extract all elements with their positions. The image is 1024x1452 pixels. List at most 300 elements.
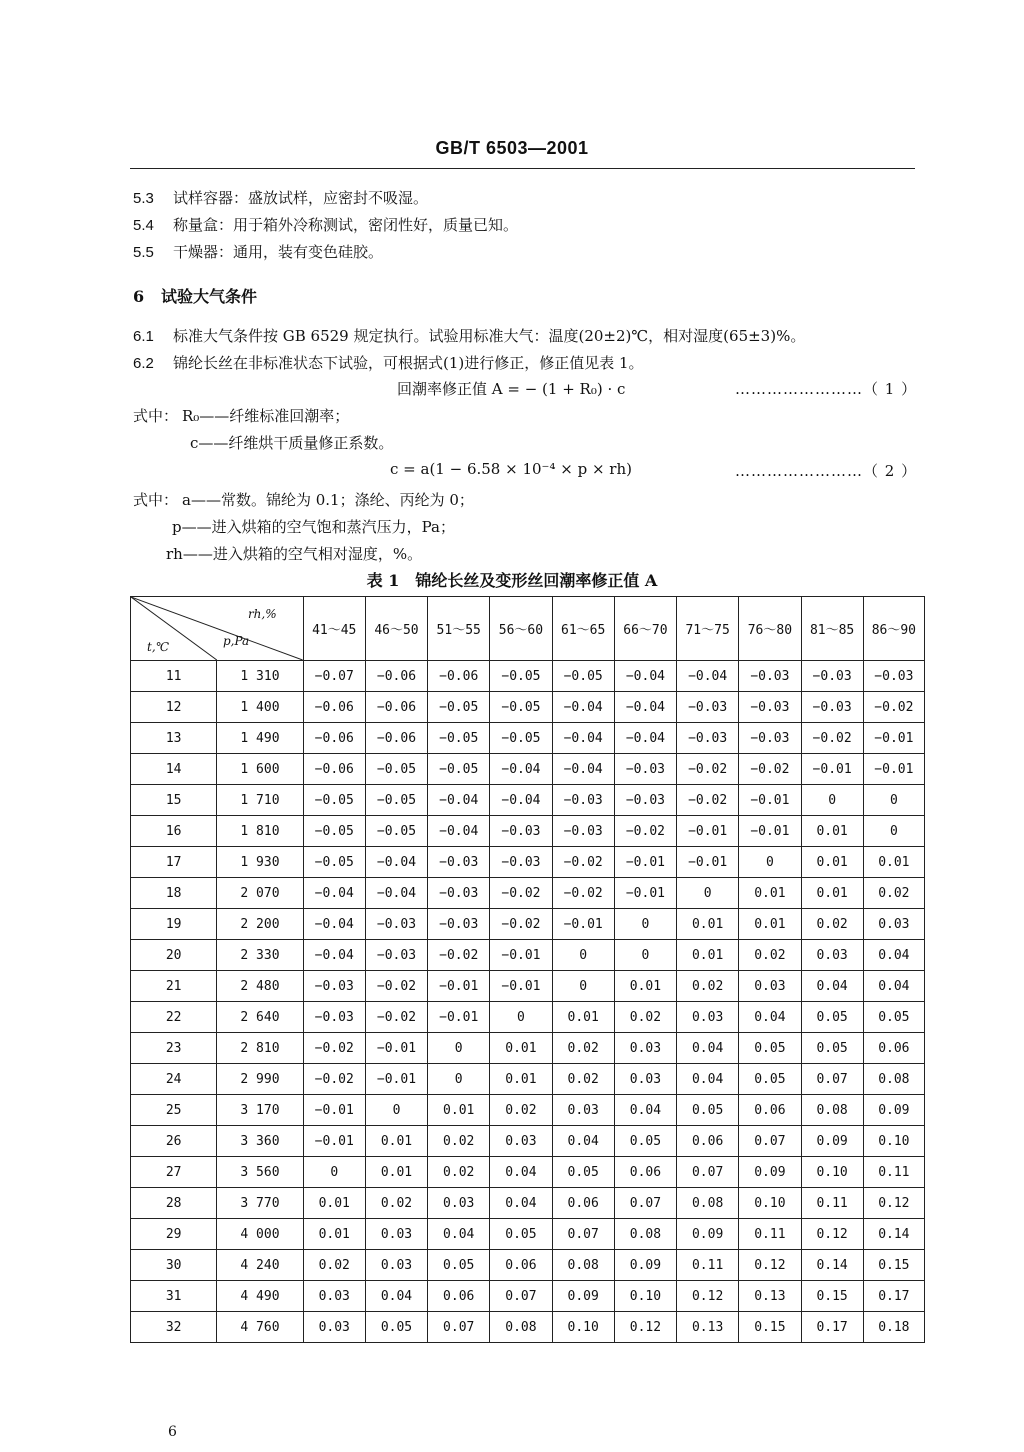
correction-table <box>130 596 925 1343</box>
table-cell: 0.14 <box>801 1250 863 1281</box>
row-pressure: 3 770 <box>217 1188 303 1219</box>
table-cell: 0.04 <box>863 971 924 1002</box>
table-cell: −0.01 <box>365 1033 427 1064</box>
table-cell: 0.07 <box>677 1157 739 1188</box>
table-cell: −0.05 <box>365 816 427 847</box>
table-row <box>131 1064 925 1095</box>
table-cell: 0.02 <box>490 1095 552 1126</box>
table-cell: −0.03 <box>428 878 490 909</box>
table-cell: −0.06 <box>303 754 365 785</box>
corner-p-label: p,Pa <box>223 634 250 648</box>
table-cell: 0.02 <box>801 909 863 940</box>
table-cell: 0.04 <box>428 1219 490 1250</box>
table-cell: 0.01 <box>739 909 801 940</box>
paragraph-6-2 <box>133 352 644 373</box>
table-row <box>131 847 925 878</box>
table-cell: 0.10 <box>863 1126 924 1157</box>
table-cell: 0.02 <box>863 878 924 909</box>
table-cell: 0.14 <box>863 1219 924 1250</box>
corner-rh-label: rh,% <box>247 607 277 621</box>
table-cell: 0.06 <box>739 1095 801 1126</box>
paragraph-number: 6.1 <box>133 328 154 345</box>
table-cell: 0.08 <box>490 1312 552 1343</box>
table-cell: 0.02 <box>552 1064 614 1095</box>
table-cell: 0.18 <box>863 1312 924 1343</box>
table-row <box>131 692 925 723</box>
row-pressure: 2 480 <box>217 971 303 1002</box>
table-cell: −0.04 <box>428 816 490 847</box>
table-cell: 0.02 <box>614 1002 676 1033</box>
table-cell: 0.15 <box>801 1281 863 1312</box>
table-cell: −0.01 <box>801 754 863 785</box>
table-cell: 0.04 <box>677 1033 739 1064</box>
table-cell: −0.04 <box>303 878 365 909</box>
table-cell: −0.04 <box>365 878 427 909</box>
row-temperature: 25 <box>131 1095 217 1126</box>
table-cell: −0.03 <box>677 723 739 754</box>
table-cell: −0.02 <box>552 878 614 909</box>
column-header-rh: 71～75 <box>677 597 739 661</box>
table-row <box>131 816 925 847</box>
table-cell: 0.04 <box>614 1095 676 1126</box>
table-cell: 0.12 <box>614 1312 676 1343</box>
table-row <box>131 1126 925 1157</box>
header-rule <box>130 168 915 169</box>
row-temperature: 23 <box>131 1033 217 1064</box>
table-cell: −0.04 <box>303 909 365 940</box>
table-cell: −0.02 <box>552 847 614 878</box>
row-pressure: 1 930 <box>217 847 303 878</box>
where-1-line-1: R₀——纤维标准回潮率； <box>182 407 350 425</box>
table-cell: 0.03 <box>365 1219 427 1250</box>
row-temperature: 24 <box>131 1064 217 1095</box>
table-cell: 0.01 <box>490 1033 552 1064</box>
table-cell: 0.01 <box>303 1219 365 1250</box>
table-caption: 表 1 锦纶长丝及变形丝回潮率修正值 A <box>366 571 658 590</box>
item-5-4 <box>133 214 518 235</box>
table-cell: 0.12 <box>677 1281 739 1312</box>
table-cell: −0.04 <box>552 754 614 785</box>
row-pressure: 1 710 <box>217 785 303 816</box>
table-cell: 0 <box>801 785 863 816</box>
where-2-line-2: p——进入烘箱的空气饱和蒸汽压力，Pa； <box>172 518 455 536</box>
table-cell: −0.07 <box>303 661 365 692</box>
row-pressure: 2 070 <box>217 878 303 909</box>
paragraph-number: 6.2 <box>133 355 154 372</box>
table-row <box>131 1312 925 1343</box>
table-cell: 0.07 <box>739 1126 801 1157</box>
row-pressure: 3 560 <box>217 1157 303 1188</box>
table-cell: 0.04 <box>739 1002 801 1033</box>
table-cell: −0.05 <box>428 692 490 723</box>
table-cell: −0.02 <box>490 909 552 940</box>
table-cell: 0.04 <box>490 1157 552 1188</box>
column-header-rh: 86～90 <box>863 597 924 661</box>
table-cell: −0.06 <box>303 723 365 754</box>
section-6-heading <box>133 284 257 307</box>
paragraph-text: 锦纶长丝在非标准状态下试验，可根据式(1)进行修正，修正值见表 1。 <box>173 354 644 372</box>
table-cell: 0.07 <box>614 1188 676 1219</box>
table-cell: −0.02 <box>365 1002 427 1033</box>
table-cell: −0.01 <box>428 1002 490 1033</box>
table-row <box>131 1157 925 1188</box>
table-cell: 0.08 <box>614 1219 676 1250</box>
table-row <box>131 1219 925 1250</box>
row-pressure: 1 810 <box>217 816 303 847</box>
table-cell: −0.02 <box>303 1064 365 1095</box>
row-temperature: 16 <box>131 816 217 847</box>
row-temperature: 31 <box>131 1281 217 1312</box>
table-cell: −0.04 <box>614 692 676 723</box>
table-cell: 0.09 <box>739 1157 801 1188</box>
table-cell: 0.03 <box>614 1064 676 1095</box>
table-row <box>131 1250 925 1281</box>
row-temperature: 17 <box>131 847 217 878</box>
row-temperature: 13 <box>131 723 217 754</box>
table-cell: −0.03 <box>552 785 614 816</box>
table-row <box>131 1188 925 1219</box>
table-cell: 0.15 <box>739 1312 801 1343</box>
row-temperature: 14 <box>131 754 217 785</box>
table-cell: 0.08 <box>863 1064 924 1095</box>
table-cell: 0.12 <box>739 1250 801 1281</box>
row-pressure: 1 600 <box>217 754 303 785</box>
table-cell: 0.04 <box>677 1064 739 1095</box>
table-cell: 0.13 <box>677 1312 739 1343</box>
row-temperature: 27 <box>131 1157 217 1188</box>
column-header-rh: 46～50 <box>365 597 427 661</box>
table-cell: −0.03 <box>428 847 490 878</box>
row-pressure: 2 990 <box>217 1064 303 1095</box>
table-cell: 0.11 <box>677 1250 739 1281</box>
table-cell: 0 <box>614 909 676 940</box>
row-pressure: 2 330 <box>217 940 303 971</box>
table-cell: 0.01 <box>552 1002 614 1033</box>
table-cell: 0.05 <box>739 1064 801 1095</box>
table-cell: 0.01 <box>677 909 739 940</box>
table-cell: 0.09 <box>863 1095 924 1126</box>
item-5-5 <box>133 241 383 262</box>
table-cell: −0.01 <box>739 785 801 816</box>
table-cell: −0.02 <box>801 723 863 754</box>
table-cell: 0.06 <box>677 1126 739 1157</box>
table-cell: 0.03 <box>303 1281 365 1312</box>
row-temperature: 18 <box>131 878 217 909</box>
table-cell: 0.08 <box>801 1095 863 1126</box>
row-pressure: 1 490 <box>217 723 303 754</box>
table-cell: 0.09 <box>677 1219 739 1250</box>
table-cell: 0.10 <box>739 1188 801 1219</box>
row-temperature: 20 <box>131 940 217 971</box>
where-2-line-3: rh——进入烘箱的空气相对湿度，%。 <box>166 545 423 563</box>
table-cell: 0.01 <box>677 940 739 971</box>
table-row <box>131 661 925 692</box>
table-cell: 0.05 <box>863 1002 924 1033</box>
table-cell: −0.04 <box>490 785 552 816</box>
table-cell: 0.05 <box>614 1126 676 1157</box>
table-cell: 0.11 <box>739 1219 801 1250</box>
table-cell: −0.05 <box>428 723 490 754</box>
table-cell: 0.01 <box>614 971 676 1002</box>
table-cell: −0.04 <box>365 847 427 878</box>
table-cell: 0.01 <box>428 1095 490 1126</box>
table-cell: −0.04 <box>490 754 552 785</box>
table-cell: 0.01 <box>863 847 924 878</box>
table-cell: 0.09 <box>552 1281 614 1312</box>
table-cell: 0.05 <box>428 1250 490 1281</box>
table-cell: 0.01 <box>303 1188 365 1219</box>
table-cell: −0.06 <box>365 692 427 723</box>
table-cell: 0.03 <box>365 1250 427 1281</box>
item-number: 5.3 <box>133 190 154 207</box>
column-header-rh: 61～65 <box>552 597 614 661</box>
table-cell: −0.01 <box>677 816 739 847</box>
column-header-rh: 81～85 <box>801 597 863 661</box>
table-cell: −0.01 <box>303 1126 365 1157</box>
row-pressure: 2 810 <box>217 1033 303 1064</box>
table-cell: 0 <box>739 847 801 878</box>
table-cell: −0.03 <box>739 723 801 754</box>
table-cell: −0.01 <box>365 1064 427 1095</box>
where-1-line-2: c——纤维烘干质量修正系数。 <box>190 434 394 452</box>
table-cell: −0.02 <box>490 878 552 909</box>
table-cell: −0.04 <box>428 785 490 816</box>
row-temperature: 12 <box>131 692 217 723</box>
table-cell: 0 <box>863 785 924 816</box>
item-text: 试样容器：盛放试样，应密封不吸湿。 <box>173 189 429 207</box>
column-header-rh: 51～55 <box>428 597 490 661</box>
table-cell: 0.07 <box>490 1281 552 1312</box>
formula-2-number: ……………………（ 2 ） <box>735 462 918 480</box>
table-cell: 0.02 <box>303 1250 365 1281</box>
table-cell: 0.03 <box>677 1002 739 1033</box>
table-cell: −0.02 <box>677 785 739 816</box>
table-cell: 0.01 <box>365 1126 427 1157</box>
table-cell: −0.02 <box>863 692 924 723</box>
table-cell: 0.08 <box>552 1250 614 1281</box>
formula-1-number: ……………………（ 1 ） <box>735 380 918 398</box>
table-row <box>131 909 925 940</box>
corner-t-label: t,℃ <box>147 640 170 654</box>
table-cell: 0.06 <box>614 1157 676 1188</box>
table-cell: −0.06 <box>365 661 427 692</box>
table-cell: 0.07 <box>552 1219 614 1250</box>
table-cell: −0.05 <box>365 785 427 816</box>
section-title: 试验大气条件 <box>161 287 258 306</box>
table-cell: 0.02 <box>428 1126 490 1157</box>
table-cell: 0.01 <box>739 878 801 909</box>
table-cell: −0.05 <box>303 785 365 816</box>
row-pressure: 2 640 <box>217 1002 303 1033</box>
table-cell: 0.07 <box>428 1312 490 1343</box>
table-cell: −0.03 <box>677 692 739 723</box>
table-cell: −0.03 <box>365 909 427 940</box>
table-cell: 0.05 <box>552 1157 614 1188</box>
table-cell: 0.06 <box>490 1250 552 1281</box>
table-cell: −0.05 <box>490 723 552 754</box>
row-pressure: 4 490 <box>217 1281 303 1312</box>
table-cell: −0.01 <box>490 971 552 1002</box>
formula-1: 回潮率修正值 A = − (1 + R₀) · c <box>397 380 626 398</box>
table-cell: −0.01 <box>863 723 924 754</box>
row-pressure: 4 240 <box>217 1250 303 1281</box>
table-row <box>131 785 925 816</box>
table-cell: −0.02 <box>428 940 490 971</box>
table-cell: 0.07 <box>801 1064 863 1095</box>
column-header-rh: 56～60 <box>490 597 552 661</box>
table-cell: 0.11 <box>863 1157 924 1188</box>
table-cell: −0.02 <box>739 754 801 785</box>
row-temperature: 21 <box>131 971 217 1002</box>
table-cell: −0.03 <box>801 692 863 723</box>
item-5-3 <box>133 187 428 208</box>
table-cell: −0.03 <box>739 661 801 692</box>
table-cell: −0.01 <box>863 754 924 785</box>
row-temperature: 11 <box>131 661 217 692</box>
row-temperature: 19 <box>131 909 217 940</box>
where-2-prefix: 式中： <box>133 491 179 509</box>
table-cell: −0.03 <box>552 816 614 847</box>
table-cell: 0 <box>428 1064 490 1095</box>
table-cell: −0.03 <box>739 692 801 723</box>
row-temperature: 28 <box>131 1188 217 1219</box>
table-cell: 0.01 <box>801 816 863 847</box>
table-cell: −0.03 <box>801 661 863 692</box>
table-cell: −0.01 <box>739 816 801 847</box>
table-cell: 0.03 <box>801 940 863 971</box>
table-cell: −0.03 <box>428 909 490 940</box>
table-cell: 0.02 <box>739 940 801 971</box>
table-cell: −0.03 <box>303 971 365 1002</box>
table-cell: 0.04 <box>490 1188 552 1219</box>
table-row <box>131 754 925 785</box>
table-cell: −0.06 <box>365 723 427 754</box>
table-cell: −0.01 <box>428 971 490 1002</box>
table-cell: 0 <box>552 940 614 971</box>
table-cell: 0.06 <box>863 1033 924 1064</box>
table-cell: −0.02 <box>614 816 676 847</box>
table-cell: 0.02 <box>365 1188 427 1219</box>
table-cell: −0.06 <box>303 692 365 723</box>
table-cell: 0.05 <box>677 1095 739 1126</box>
table-cell: −0.05 <box>552 661 614 692</box>
table-cell: 0.12 <box>863 1188 924 1219</box>
table-cell: −0.03 <box>365 940 427 971</box>
table-cell: −0.05 <box>303 816 365 847</box>
table-cell: −0.05 <box>428 754 490 785</box>
table-cell: 0.05 <box>801 1033 863 1064</box>
table-cell: −0.01 <box>552 909 614 940</box>
table-cell: −0.01 <box>303 1095 365 1126</box>
page-number: 6 <box>168 1424 177 1440</box>
table-cell: −0.05 <box>490 661 552 692</box>
table-cell: −0.05 <box>490 692 552 723</box>
section-number: 6 <box>133 287 145 306</box>
row-pressure: 2 200 <box>217 909 303 940</box>
table-corner-cell <box>131 597 304 661</box>
table-cell: −0.02 <box>365 971 427 1002</box>
table-cell: −0.03 <box>614 785 676 816</box>
row-pressure: 1 400 <box>217 692 303 723</box>
table-cell: 0.06 <box>428 1281 490 1312</box>
table-cell: −0.02 <box>677 754 739 785</box>
table-row <box>131 1281 925 1312</box>
table-cell: 0.01 <box>801 878 863 909</box>
table-cell: 0 <box>365 1095 427 1126</box>
column-header-rh: 41～45 <box>303 597 365 661</box>
table-cell: 0.01 <box>801 847 863 878</box>
where-1-prefix: 式中： <box>133 407 179 425</box>
row-temperature: 29 <box>131 1219 217 1250</box>
table-cell: −0.04 <box>614 661 676 692</box>
table-cell: 0.05 <box>490 1219 552 1250</box>
table-cell: −0.04 <box>677 661 739 692</box>
row-pressure: 3 360 <box>217 1126 303 1157</box>
table-cell: 0 <box>614 940 676 971</box>
table-cell: 0.10 <box>614 1281 676 1312</box>
table-cell: 0.17 <box>863 1281 924 1312</box>
table-cell: 0.05 <box>739 1033 801 1064</box>
table-cell: 0.04 <box>365 1281 427 1312</box>
table-cell: 0.03 <box>863 909 924 940</box>
table-cell: −0.01 <box>490 940 552 971</box>
table-row <box>131 878 925 909</box>
table-cell: −0.05 <box>365 754 427 785</box>
table-cell: 0.01 <box>365 1157 427 1188</box>
where-2-line-1: a——常数。锦纶为 0.1；涤纶、丙纶为 0； <box>182 491 474 509</box>
table-cell: 0 <box>303 1157 365 1188</box>
table-header-row <box>131 597 925 661</box>
item-number: 5.4 <box>133 217 154 234</box>
table-cell: 0.17 <box>801 1312 863 1343</box>
paragraph-6-1 <box>133 325 805 346</box>
table-cell: −0.05 <box>303 847 365 878</box>
table-cell: −0.03 <box>863 661 924 692</box>
item-number: 5.5 <box>133 244 154 261</box>
table-cell: 0.05 <box>365 1312 427 1343</box>
table-row <box>131 723 925 754</box>
table-cell: 0.04 <box>552 1126 614 1157</box>
item-text: 称量盒：用于箱外冷称测试，密闭性好，质量已知。 <box>173 216 519 234</box>
row-pressure: 4 760 <box>217 1312 303 1343</box>
table-cell: 0.03 <box>490 1126 552 1157</box>
item-text: 干燥器：通用，装有变色硅胶。 <box>173 243 384 261</box>
table-cell: −0.03 <box>490 847 552 878</box>
table-cell: 0.03 <box>428 1188 490 1219</box>
table-row <box>131 971 925 1002</box>
table-cell: 0.09 <box>801 1126 863 1157</box>
table-cell: 0.10 <box>552 1312 614 1343</box>
table-cell: 0.02 <box>552 1033 614 1064</box>
table-cell: −0.01 <box>677 847 739 878</box>
table-cell: 0.12 <box>801 1219 863 1250</box>
table-cell: −0.03 <box>490 816 552 847</box>
column-header-rh: 66～70 <box>614 597 676 661</box>
table-cell: 0.04 <box>801 971 863 1002</box>
table-cell: 0.11 <box>801 1188 863 1219</box>
row-pressure: 1 310 <box>217 661 303 692</box>
table-cell: 0.01 <box>490 1064 552 1095</box>
table-cell: −0.01 <box>614 878 676 909</box>
table-cell: 0.09 <box>614 1250 676 1281</box>
table-row <box>131 940 925 971</box>
paragraph-text: 标准大气条件按 GB 6529 规定执行。试验用标准大气：温度(20±2)℃，相对湿度(65±3)%。 <box>173 327 806 345</box>
table-cell: 0.03 <box>614 1033 676 1064</box>
table-cell: 0.03 <box>739 971 801 1002</box>
table-cell: 0 <box>552 971 614 1002</box>
row-pressure: 4 000 <box>217 1219 303 1250</box>
table-row <box>131 1002 925 1033</box>
